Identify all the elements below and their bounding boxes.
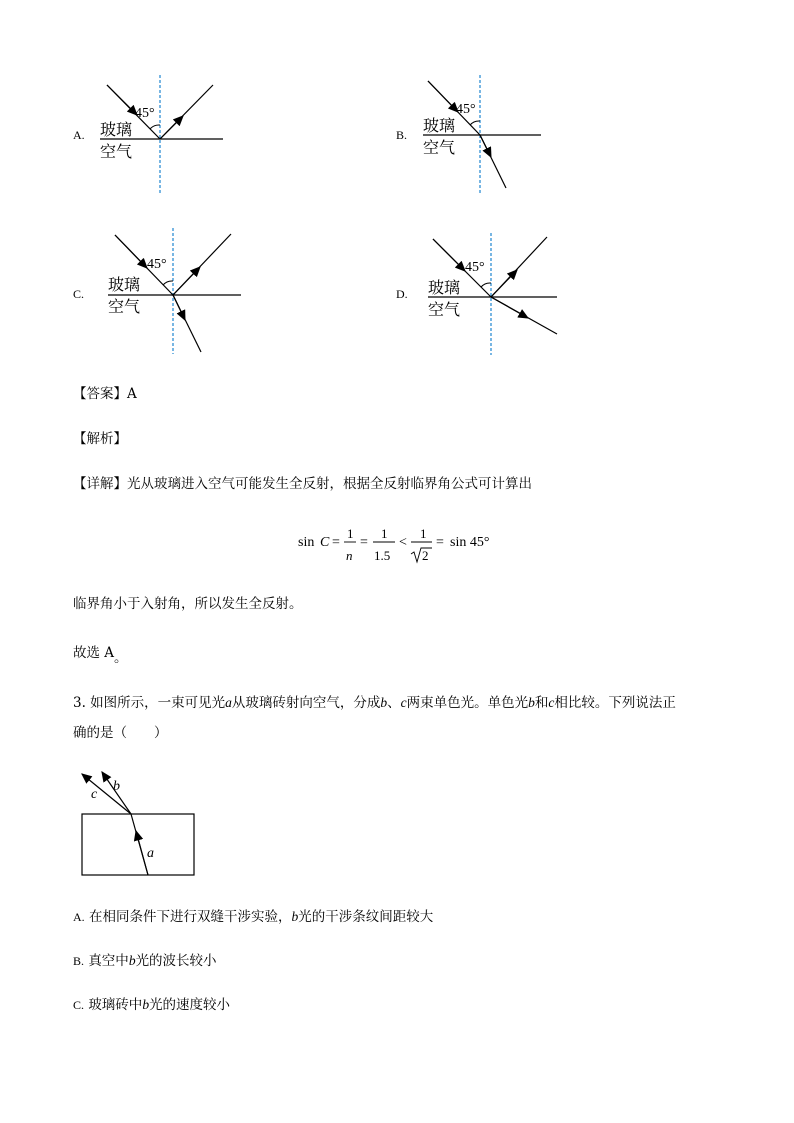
- formula-lt: <: [399, 535, 407, 550]
- label-c: c: [91, 787, 98, 802]
- q3-var-c2: c: [548, 695, 555, 710]
- choose-text: 故选 A: [73, 645, 115, 661]
- option-b-diagram: [418, 75, 553, 195]
- frac1-den: n: [346, 548, 353, 563]
- q3-text-4: 相比较。下列说法正: [554, 695, 676, 711]
- air-label: 空气: [428, 302, 461, 319]
- q3-option-a-pre: 在相同条件下进行双缝干涉实验，: [88, 909, 292, 925]
- glass-label: 玻璃: [428, 280, 461, 297]
- angle-label: 45°: [135, 106, 155, 121]
- air-label: 空气: [108, 299, 141, 316]
- option-c-diagram: [105, 228, 245, 356]
- formula-rhs: sin 45°: [450, 535, 490, 550]
- answer-value: A: [127, 386, 137, 402]
- detail-tag: 【详解】: [73, 476, 127, 492]
- glass-brick: [82, 814, 194, 875]
- ray-c: [82, 774, 131, 814]
- frac3-num: 1: [420, 526, 427, 541]
- analysis-tag: [73, 429, 127, 449]
- angle-arc: [150, 125, 160, 129]
- q3-text-1: 3. 如图所示，一束可见光: [73, 695, 226, 711]
- glass-label: 玻璃: [100, 120, 133, 139]
- frac2-den: 1.5: [374, 548, 391, 563]
- q3-option-a: [73, 907, 433, 927]
- option-d-diagram: [425, 233, 565, 358]
- q3-option-b-letter: B.: [73, 954, 85, 968]
- angle-arc: [470, 121, 480, 125]
- answer-tag: 【答案】: [73, 386, 127, 402]
- option-b-label: B.: [396, 128, 408, 142]
- q3-text-2: 从玻璃砖射向空气，分成: [231, 695, 381, 711]
- formula-eq2: =: [360, 535, 368, 550]
- angle-arc: [481, 283, 491, 287]
- formula-C: C: [320, 535, 330, 550]
- q3-option-b-post: 光的波长较小: [135, 953, 217, 969]
- angle-label: 45°: [456, 102, 476, 117]
- detail-line: [73, 474, 532, 494]
- q3-option-c-pre: 玻璃砖中: [88, 997, 143, 1013]
- q3-var-b: b: [380, 695, 388, 710]
- label-a: a: [147, 846, 154, 861]
- formula-eq1: =: [332, 535, 340, 550]
- option-a-diagram: [95, 75, 230, 195]
- glass-label: 玻璃: [108, 277, 141, 294]
- q3-option-c-letter: C.: [73, 998, 85, 1012]
- q3-option-c-post: 光的速度较小: [149, 997, 231, 1013]
- angle-label: 45°: [465, 260, 485, 275]
- formula: [298, 520, 503, 566]
- q3-var-b2: b: [528, 695, 535, 710]
- detail-text: 光从玻璃进入空气可能发生全反射，根据全反射临界角公式可计算出: [127, 476, 532, 492]
- option-c-label: C.: [73, 287, 85, 301]
- conclusion-text: 临界角小于入射角，所以发生全反射。: [73, 596, 303, 612]
- q3-option-b-pre: 真空中: [88, 953, 129, 969]
- glass-label: 玻璃: [423, 118, 456, 135]
- q3-option-b: [73, 951, 217, 971]
- label-b: b: [113, 779, 120, 794]
- q3-option-c: [73, 995, 230, 1015]
- choose-line: [73, 643, 128, 666]
- angle-label: 45°: [147, 257, 167, 272]
- q3-option-a-letter: A.: [73, 910, 85, 924]
- q3-var-c: c: [400, 695, 407, 710]
- q3-line2: 确的是（ ）: [73, 725, 168, 741]
- frac2-num: 1: [381, 526, 388, 541]
- q3-line1: [73, 693, 676, 713]
- q3-and: 和: [534, 695, 549, 711]
- q3-diagram: [75, 768, 200, 878]
- answer-line: [73, 384, 137, 404]
- q3-var-a: a: [225, 695, 232, 710]
- q3-option-a-var: b: [291, 909, 299, 924]
- air-label: 空气: [423, 140, 456, 157]
- q3-option-a-post: 光的干涉条纹间距较大: [298, 909, 434, 925]
- q3-option-b-var: b: [128, 953, 136, 968]
- option-a-label: A.: [73, 128, 85, 142]
- air-label: 空气: [100, 142, 133, 161]
- q3-option-c-var: b: [142, 997, 150, 1012]
- option-d-label: D.: [396, 287, 408, 301]
- formula-sin: sin: [298, 535, 315, 550]
- choose-end: 。: [114, 650, 128, 666]
- q3-text-3: 两束单色光。单色光: [406, 695, 529, 711]
- formula-eq3: =: [436, 535, 444, 550]
- frac3-den: 2: [422, 548, 429, 563]
- q3-sep: 、: [387, 695, 401, 711]
- analysis-tag-text: 【解析】: [73, 431, 127, 447]
- frac1-num: 1: [347, 526, 354, 541]
- angle-arc: [163, 281, 173, 285]
